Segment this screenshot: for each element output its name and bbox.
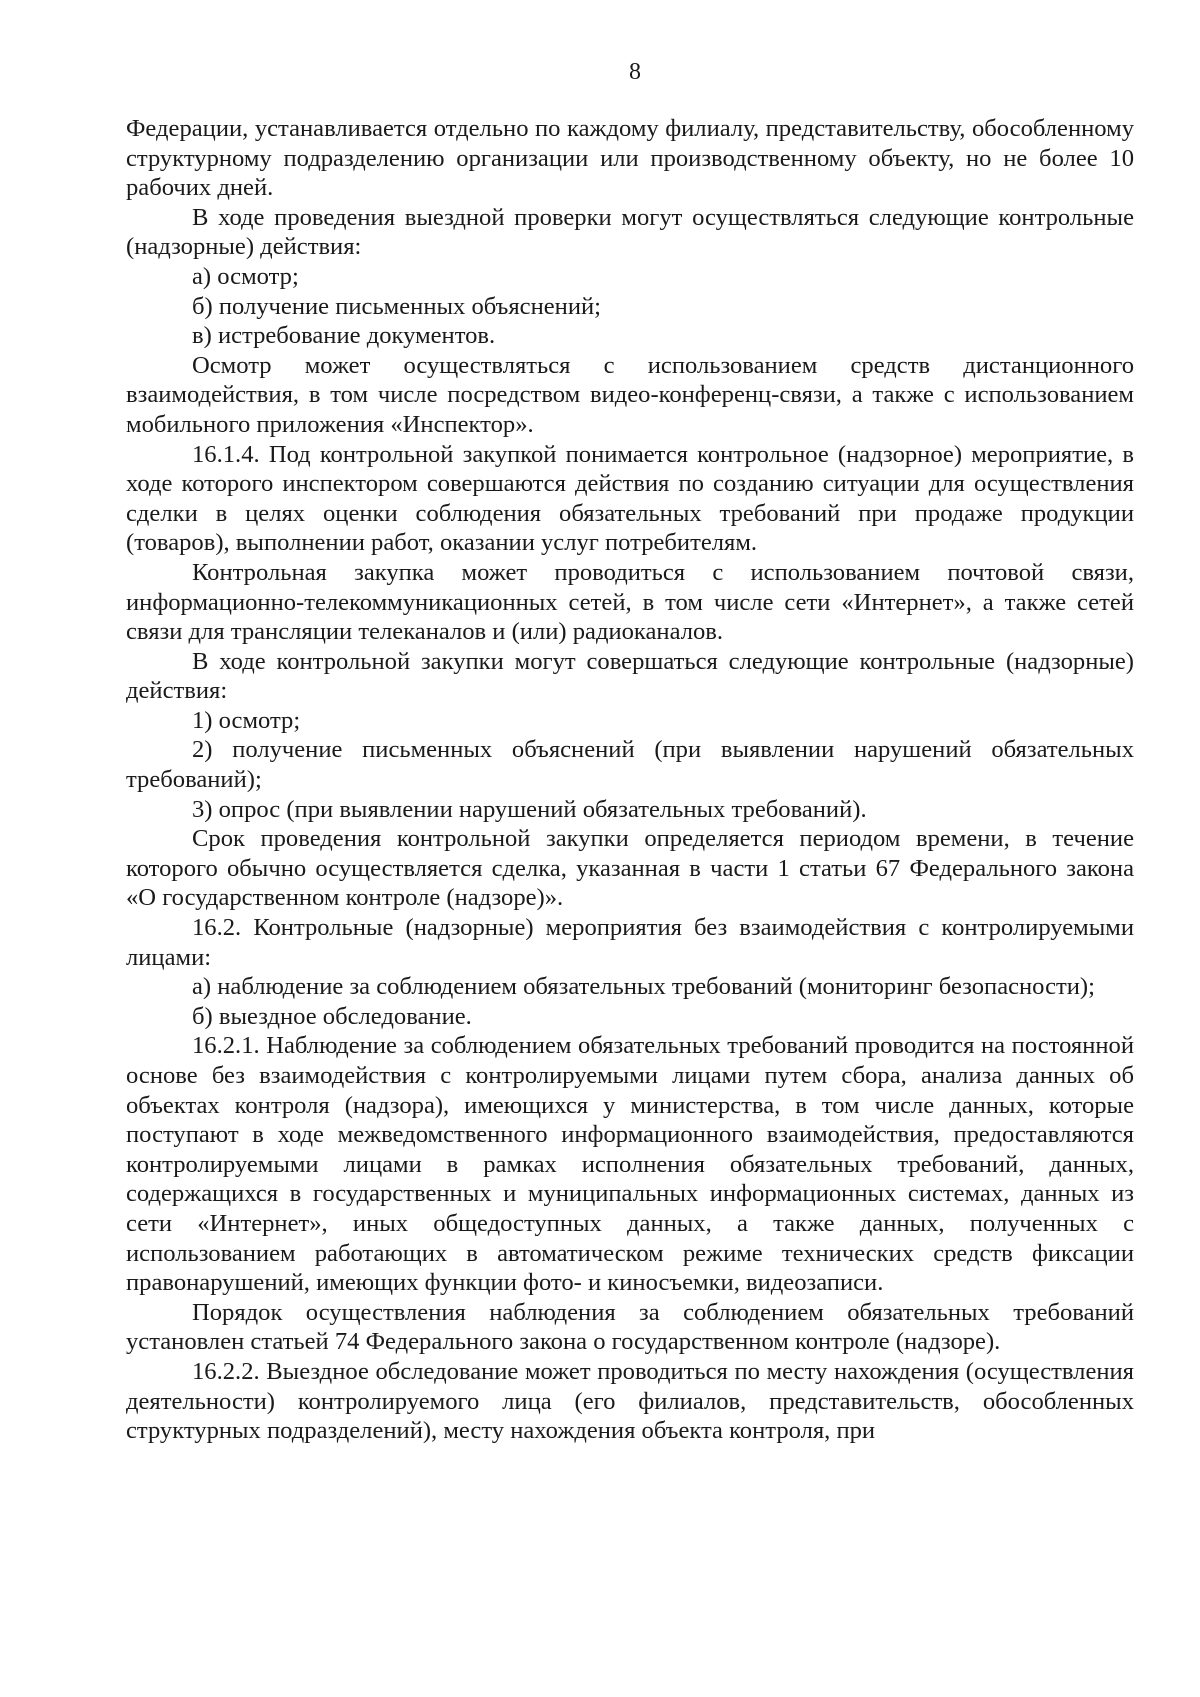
paragraph-16-2: 16.2. Контрольные (надзорные) мероприятия без взаимодействия с контролируемыми лицами: [126,914,1134,971]
paragraph-observation-procedure: Порядок осуществления наблюдения за соблюдением обязательных требований установлен статьей 74 Федерального закона о государственном контроле (надзоре). [126,1298,1134,1356]
paragraph-16-2-1: 16.2.1. Наблюдение за соблюдением обязательных требований проводится на постоянной основе без взаимодействия с контролируемыми лицами путем сбора, анализа данных об объектах контроля (надзора), имеющихся у министерства, в том числе данных, которые поступают в ходе межведомственного информационного взаимодействия, предоставляются контролируемыми лицами в рамках исполнения обязательных требований, данных, содержащихся в государственных и муниципальных информационных системах, данных из сети «Интернет», иных общедоступных данных, а также данных, полученных с использованием работающих в автоматическом режиме технических средств фиксации правонарушений, имеющих функции фото- и киносъемки, видеозаписи. [126,1032,1134,1297]
list-item: в) истребование документов. [192,322,496,350]
page-number: 8 [629,59,641,85]
list-item: б) выездное обследование. [192,1002,472,1030]
document-body [126,114,1134,1446]
paragraph-16-1-4: 16.1.4. Под контрольной закупкой понимается контрольное (надзорное) мероприятие, в ходе которого инспектором совершаются действия по созданию ситуации для осуществления сделки в целях оценки соблюдения обязательных требований при продаже продукции (товаров), выполнении работ, оказании услуг потребителям. [126,440,1134,557]
paragraph-16-2-2: 16.2.2. Выездное обследование может проводиться по месту нахождения (осуществления деятельности) контролируемого лица (его филиалов, представительств, обособленных структурных подразделений), месту нахождения объекта контроля, при [126,1357,1134,1445]
paragraph-inspection-actions: В ходе проведения выездной проверки могут осуществляться следующие контрольные (надзорные) действия: [126,203,1134,261]
paragraph-remote-inspection: Осмотр может осуществляться с использованием средств дистанционного взаимодействия, в том числе посредством видео-конференц-связи, а также с использованием мобильного приложения «Инспектор». [126,351,1134,438]
list-item: 3) опрос (при выявлении нарушений обязательных требований). [192,795,867,823]
paragraph-control-purchase-actions: В ходе контрольной закупки могут совершаться следующие контрольные (надзорные) действия: [126,647,1134,705]
paragraph-control-purchase-means: Контрольная закупка может проводиться с использованием почтовой связи, информационно-телекоммуникационных сетей, в том числе сети «Интернет», а также сетей связи для трансляции телеканалов и (или) радиоканалов. [126,558,1134,646]
list-item: б) получение письменных объяснений; [192,292,601,320]
list-item: 1) осмотр; [192,706,301,734]
paragraph-continuation: Федерации, устанавливается отдельно по каждому филиалу, представительству, обособленному структурному подразделению организации или производственному объекту, но не более 10 рабочих дней. [126,115,1134,202]
list-item: а) осмотр; [192,262,299,290]
paragraph-purchase-duration: Срок проведения контрольной закупки определяется периодом времени, в течение которого обычно осуществляется сделка, указанная в части 1 статьи 67 Федерального закона «О государственном контроле (надзоре)». [126,825,1134,912]
list-item: 2) получение письменных объяснений (при выявлении нарушений обязательных требований); [126,736,1134,794]
list-item: а) наблюдение за соблюдением обязательных требований (мониторинг безопасности); [192,973,1095,1001]
